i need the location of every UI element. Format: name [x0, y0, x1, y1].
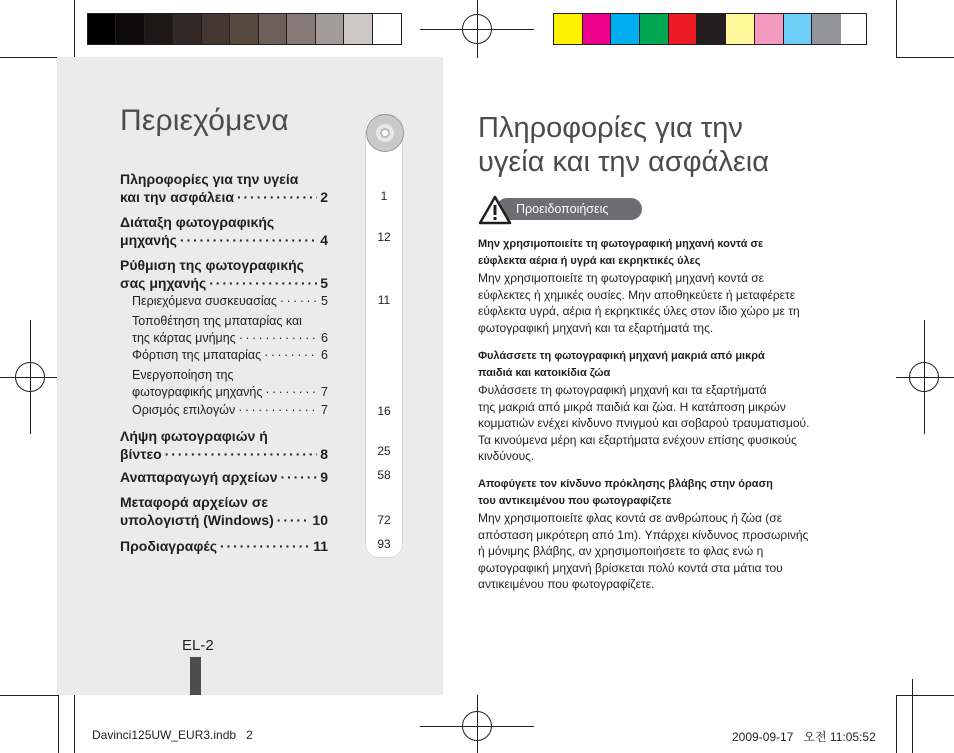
color-swatch-bar [553, 13, 867, 45]
gray-swatch [230, 14, 258, 44]
toc-subentry-label: φωτογραφικής μηχανής [132, 385, 263, 399]
gray-swatch [145, 14, 173, 44]
toc-entry-page: 4 [320, 232, 328, 248]
gray-swatch [344, 14, 372, 44]
section-body-line: αντικειμένου που φωτογραφίζετε. [478, 577, 655, 591]
section-heading [478, 236, 838, 270]
section-body-line: ή μόνιμης βλάβης, αν χρησιμοποιήσετε το φλας ενώ η [478, 544, 764, 558]
toc-subentry-page: 5 [321, 294, 328, 308]
toc-entry[interactable] [120, 170, 328, 206]
strip-page-number: 1 [380, 189, 388, 203]
section-body-line: φωτογραφική μηχανή και τα εξαρτήματά της. [478, 320, 714, 335]
toc-entry-line: Διάταξη φωτογραφικής [120, 214, 275, 230]
toc-entry-label: Αναπαραγωγή αρχείων [120, 469, 278, 485]
page-number: EL-2 [182, 637, 214, 654]
toc-subentry-label: Φόρτιση της μπαταρίας [132, 348, 262, 362]
grayscale-swatch-bar [87, 13, 402, 45]
section-body-line: εύφλεκτα υγρά, αέρια ή εκρηκτικές ύλες στον ίδιο χώρο με τη [478, 304, 800, 318]
toc-entry-page: 11 [313, 538, 328, 554]
color-swatch [669, 14, 698, 44]
gray-swatch [287, 14, 315, 44]
toc-entry-line: Λήψη φωτογραφιών ή [120, 428, 268, 444]
section-body [478, 270, 838, 336]
toc-subentry[interactable] [132, 402, 328, 419]
color-swatch [554, 14, 583, 44]
strip-page-number: 72 [377, 513, 391, 527]
footer-timestamp: 2009-09-17 오전 11:05:52 [732, 730, 876, 744]
gray-swatch [259, 14, 287, 44]
section-body-line: Μην χρησιμοποιείτε τη φωτογραφική μηχανή κοντά σε [478, 271, 765, 285]
toc-entry[interactable] [120, 537, 328, 555]
section-body-line: απόσταση μικρότερη από 1m). Υπάρχει κίνδυνος προσωρινής [478, 527, 809, 542]
toc-subentry[interactable] [132, 293, 328, 310]
warning-label: Προειδοποιήσεις [516, 202, 609, 216]
color-swatch [784, 14, 813, 44]
toc-entry-label: υπολογιστή (Windows) [120, 512, 274, 528]
color-swatch [755, 14, 784, 44]
toc-entry-page: 10 [312, 512, 328, 528]
color-swatch [583, 14, 612, 44]
section-heading-line: εύφλεκτα αέρια ή υγρά και εκρηκτικές ύλες [478, 255, 701, 267]
color-swatch [726, 14, 755, 44]
toc-entry[interactable] [120, 213, 328, 249]
toc-subentry-page: 7 [321, 385, 328, 399]
footer-file: Davinci125UW_EUR3.indb 2 [92, 728, 253, 742]
strip-page-number: 12 [377, 230, 391, 244]
toc-subentry-label: της κάρτας μνήμης [132, 331, 236, 345]
toc-subentry-page: 7 [321, 403, 328, 417]
toc-entry-label: σας μηχανής [120, 275, 207, 291]
toc-entry-page: 5 [320, 275, 328, 291]
toc-title: Περιεχόμενα [120, 104, 289, 137]
strip-page-number: 58 [377, 468, 391, 482]
toc-subentry-label: Ορισμός επιλογών [132, 403, 236, 417]
section-body-line: της μακριά από μικρά παιδιά και ζώα. Η κατάποση μικρών [478, 399, 786, 414]
toc-entry-page: 9 [320, 469, 328, 485]
toc-entry-label: βίντεο [120, 446, 162, 462]
toc-subentry-page: 6 [321, 348, 328, 362]
toc-page-strip [365, 114, 403, 558]
strip-page-number: 93 [377, 537, 391, 551]
toc-entry[interactable] [120, 493, 328, 529]
toc-subentry-line: Ενεργοποίηση της [132, 368, 234, 382]
gray-swatch [173, 14, 201, 44]
cd-disc-icon [366, 114, 404, 152]
toc-entry[interactable] [120, 256, 328, 292]
strip-page-number: 11 [377, 293, 391, 307]
section-heading [478, 348, 838, 382]
strip-page-number: 16 [377, 404, 391, 418]
toc-subentry-line: Τοποθέτηση της μπαταρίας και [132, 314, 302, 328]
toc-subentry[interactable] [132, 367, 328, 401]
section-body-line: Μην χρησιμοποιείτε φλας κοντά σε ανθρώπους ή ζώα (σε [478, 511, 783, 525]
toc-subentry-label: Περιεχόμενα συσκευασίας [132, 294, 277, 308]
section-body [478, 382, 838, 465]
section-heading-line: παιδιά και κατοικίδια ζώα [478, 367, 611, 379]
section-body-line: κινδύνους. [478, 449, 535, 463]
toc-entry-label: και την ασφάλεια [120, 189, 234, 205]
section-body-line: κομματιών ενέχει κίνδυνο πνιγμού και σοβαρού τραυματισμού. [478, 416, 810, 430]
section-body [478, 510, 838, 593]
page-tab-marker [190, 657, 201, 695]
color-swatch [640, 14, 669, 44]
section-heading-line: Φυλάσσετε τη φωτογραφική μηχανή μακριά από μικρά [478, 350, 765, 362]
section-body-line: Φυλάσσετε τη φωτογραφική μηχανή και τα εξαρτήματά [478, 383, 767, 397]
warning-triangle-icon [478, 195, 512, 225]
color-swatch [611, 14, 640, 44]
gray-swatch [116, 14, 144, 44]
section-body-line: Τα κινούμενα μέρη και εξαρτήματα ενέχουν επίσης φυσικούς [478, 432, 797, 447]
color-swatch [812, 14, 841, 44]
toc-entry-label: μηχανής [120, 232, 177, 248]
toc-entry-label: Προδιαγραφές [120, 538, 217, 554]
toc-entry-page: 8 [320, 446, 328, 462]
toc-entry[interactable] [120, 427, 328, 463]
toc-entry-page: 2 [320, 189, 328, 205]
toc-entry[interactable] [120, 468, 328, 486]
section-body-line: εύφλεκτες ή χημικές ουσίες. Μην αποθηκεύετε ή μεταφέρετε [478, 287, 796, 302]
toc-entry-line: Πληροφορίες για την υγεία [120, 171, 299, 187]
toc-subentry-page: 6 [321, 331, 328, 345]
toc-entry-line: Μεταφορά αρχείων σε [120, 494, 269, 510]
gray-swatch [316, 14, 344, 44]
gray-swatch [373, 14, 401, 44]
gray-swatch [202, 14, 230, 44]
section-heading-line: Αποφύγετε τον κίνδυνο πρόκλησης βλάβης στην όραση [478, 478, 773, 490]
toc-entry-line: Ρύθμιση της φωτογραφικής [120, 257, 304, 273]
section-heading [478, 476, 838, 510]
color-swatch [697, 14, 726, 44]
page-title: Πληροφορίες για την υγεία και την ασφάλεια [478, 112, 769, 178]
section-heading-line: του αντικειμένου που φωτογραφίζετε [478, 495, 672, 507]
toc-subentry[interactable] [132, 347, 328, 364]
section-heading-line: Μην χρησιμοποιείτε τη φωτογραφική μηχανή κοντά σε [478, 238, 764, 250]
strip-page-number: 25 [377, 444, 391, 458]
toc-subentry[interactable] [132, 313, 328, 347]
section-body-line: φωτογραφική μηχανή βρίσκεται πολύ κοντά στα μάτια του [478, 560, 783, 575]
gray-swatch [88, 14, 116, 44]
